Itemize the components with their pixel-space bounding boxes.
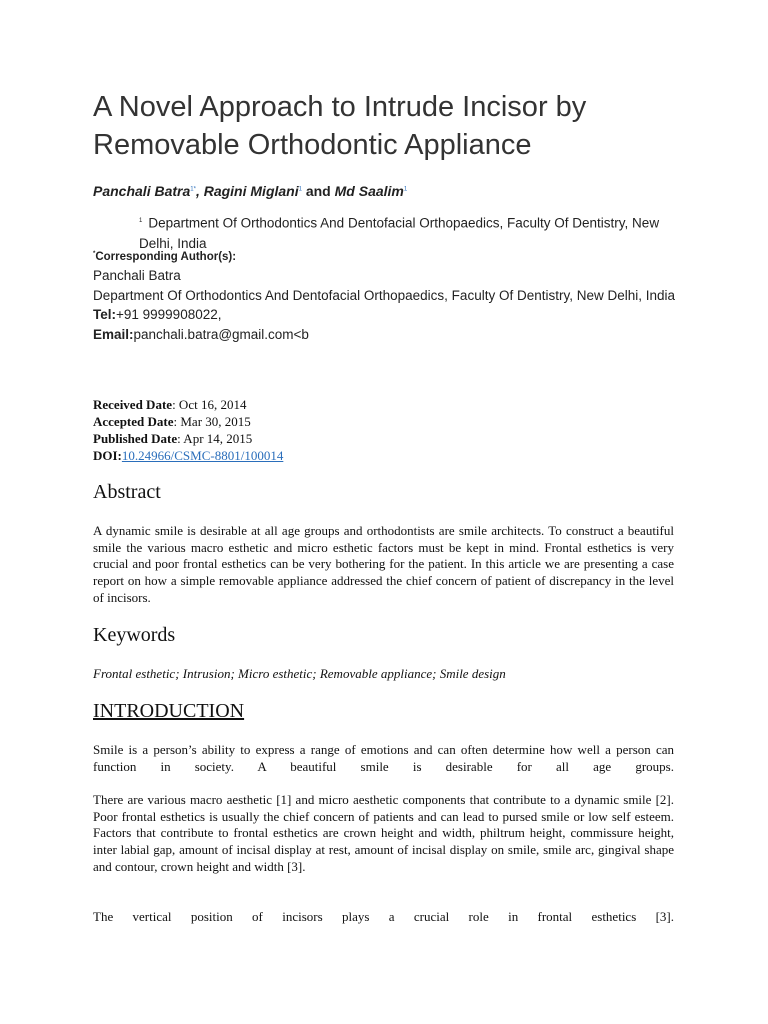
- author-name: Md Saalim: [334, 183, 404, 199]
- accepted-date: [93, 413, 283, 430]
- intro-paragraph-3: The vertical position of incisors plays a crucial role in frontal esthetics [3].: [93, 909, 674, 924]
- affiliation-mark: 1: [139, 218, 143, 224]
- author-affiliation-mark[interactable]: 1*: [190, 186, 196, 193]
- corresponding-details: [93, 266, 683, 344]
- published-label: Published Date: [93, 431, 178, 446]
- author-separator: and: [301, 183, 335, 199]
- introduction-heading: INTRODUCTION: [93, 700, 245, 722]
- accepted-value: : Mar 30, 2015: [173, 414, 251, 429]
- corresponding-dept: Department Of Orthodontics And Dentofacial Orthopaedics, Faculty Of Dentistry, New Delhi, India: [93, 287, 676, 303]
- author-separator: ,: [195, 183, 204, 199]
- corresponding-label: [93, 251, 236, 263]
- received-label: Received Date: [93, 397, 173, 412]
- intro-paragraph-2: There are various macro aesthetic [1] and micro aesthetic components that contribute to a dynamic smile [2]. Poor frontal esthetics is usually the chief concern of patients and can lead to pursed smile or low self esteem. Factors that contribute to frontal esthetics are crown height and width, philtrum height, commissure height, inter labial gap, amount of incisal display at rest, amount of incisal display on smile, smile arc, gingival shape and contour, crown height and width [3].: [93, 792, 674, 874]
- corresponding-email: [93, 325, 683, 345]
- keywords-heading: Keywords: [93, 624, 176, 646]
- affiliation-text: Department Of Orthodontics And Dentofacial Orthopaedics, Faculty Of Dentistry, New Delhi, India: [139, 215, 660, 251]
- intro-paragraph-1: Smile is a person’s ability to express a range of emotions and can often determine how well a person can function in society. A beautiful smile is desirable for all age groups.: [93, 742, 674, 774]
- article-dates: [93, 396, 283, 464]
- corresponding-name: Panchali Batra: [93, 268, 181, 283]
- abstract-text: A dynamic smile is desirable at all age groups and orthodontists are smile architects. To construct a beautiful smile the various macro esthetic and micro esthetic factors must be kept in mind. Frontal esthetics is very crucial and poor frontal esthetics can be very bothering for the patient. In this article we are presenting a case report on how a simple removable appliance addressed the chief concern of patient of discrepancy in the level of incisors.: [93, 523, 674, 605]
- accepted-label: Accepted Date: [93, 414, 174, 429]
- received-date: [93, 396, 283, 413]
- email-label: Email:: [93, 326, 134, 342]
- author-name: Panchali Batra: [93, 183, 191, 199]
- published-value: : Apr 14, 2015: [177, 431, 253, 446]
- doi: [93, 447, 283, 464]
- corresponding-label-text: Corresponding Author(s):: [95, 251, 237, 263]
- affiliation: [139, 211, 679, 254]
- author-name: Ragini Miglani: [203, 183, 299, 199]
- email-value[interactable]: panchali.batra@gmail.com<b: [133, 326, 309, 342]
- corresponding-tel: [93, 305, 683, 325]
- tel-label: Tel:: [93, 307, 116, 322]
- published-date: [93, 430, 283, 447]
- author-list: [93, 183, 407, 199]
- received-value: : Oct 16, 2014: [172, 397, 247, 412]
- doi-label: DOI:: [93, 448, 122, 463]
- author-affiliation-mark[interactable]: 1: [298, 186, 302, 193]
- paper-title: A Novel Approach to Intrude Incisor by Removable Orthodontic Appliance: [93, 91, 587, 161]
- corresponding-mark: *: [93, 251, 96, 258]
- abstract-heading: Abstract: [93, 481, 161, 503]
- doi-link[interactable]: 10.24966/CSMC-8801/100014: [121, 448, 284, 463]
- keywords-text: Frontal esthetic; Intrusion; Micro esthetic; Removable appliance; Smile design: [93, 666, 506, 681]
- tel-value: +91 9999908022,: [116, 307, 222, 322]
- author-affiliation-mark[interactable]: 1: [403, 186, 408, 193]
